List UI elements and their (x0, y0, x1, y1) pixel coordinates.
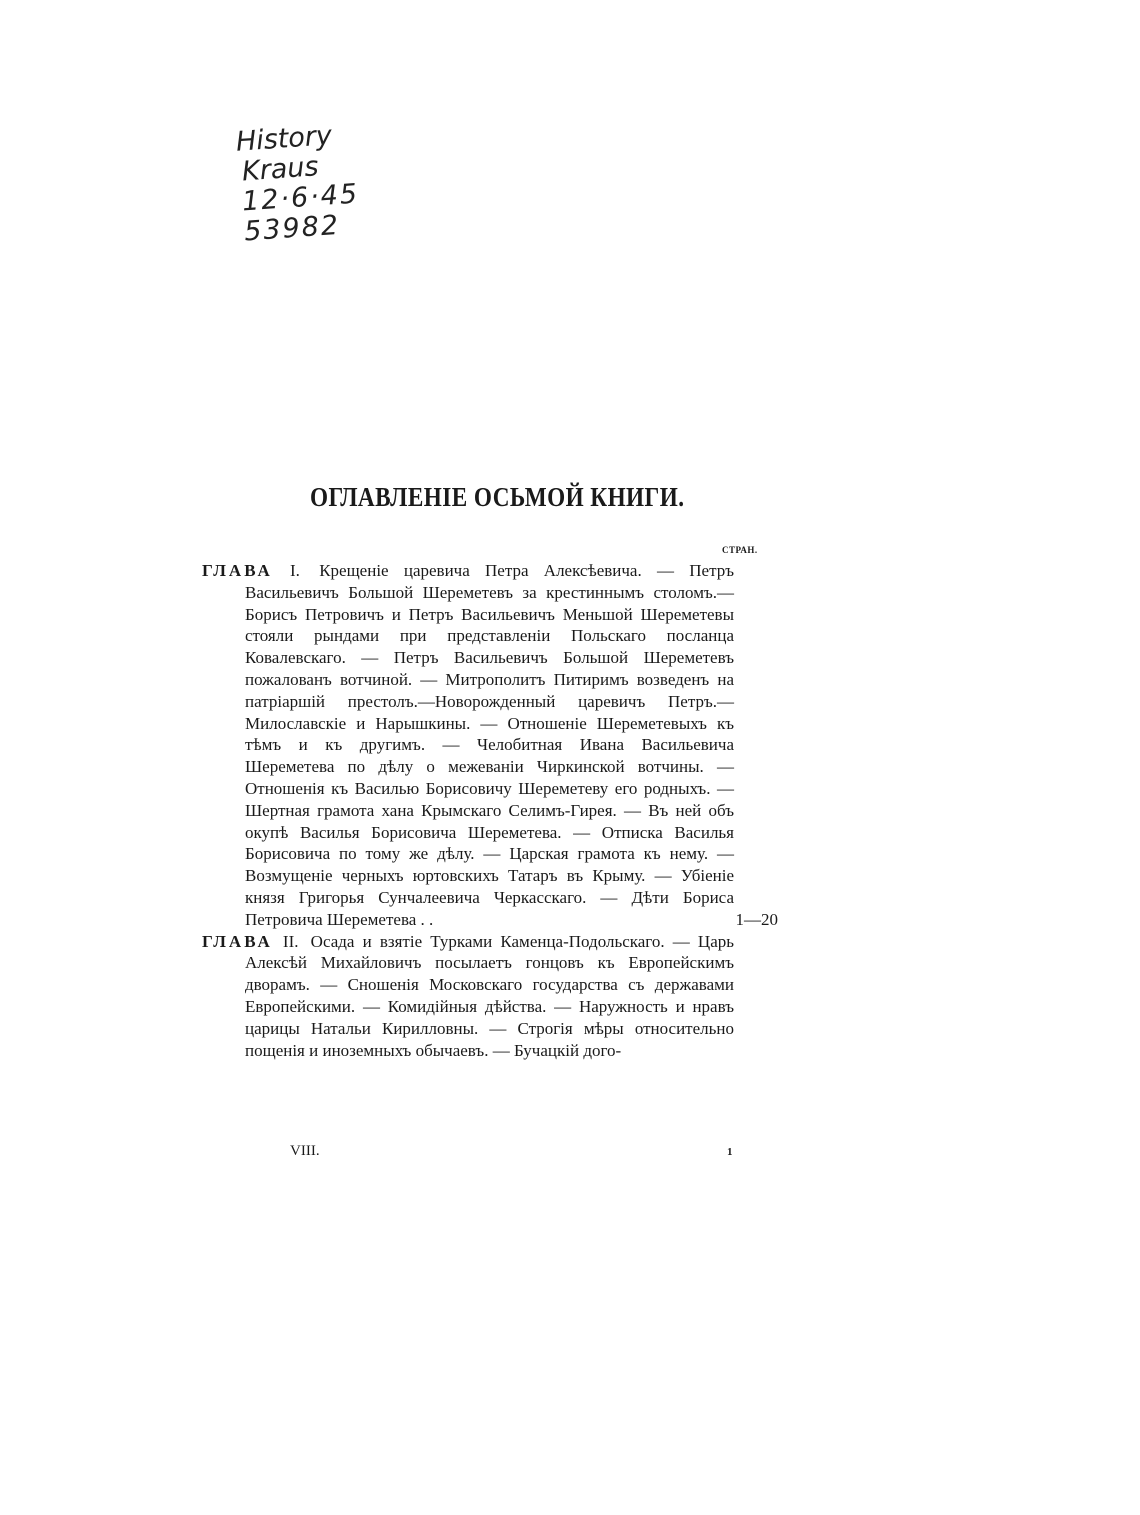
chapter-summary: Крещеніе царевича Петра Алексѣевича. — Петръ Васильевичъ Большой Шереметевъ за крестиннымъ столомъ.—Борисъ Петровичъ и Петръ Васильевичъ Меньшой Шереметевы стояли рындами при представленіи Польскаго посланца Ковалевскаго. — Петръ Васильевичъ Большой Шереметевъ пожалованъ вотчиной. — Митрополитъ Питиримъ возведенъ на патріаршій престолъ.—Новорожденный царевичъ Петръ.—Милославскіе и Нарышкины. — Отношеніе Шереметевыхъ къ тѣмъ и къ другимъ. — Челобитная Ивана Васильевича Шереметева по дѣлу о межеваніи Чиркинской вотчины. — Отношенія къ Василью Борисовичу Шереметеву его родныхъ. — Шертная грамота хана Крымскаго Селимъ-Гирея. — Въ ней объ окупѣ Василья Борисовича Шереметева. — Отписка Василья Борисовича по тому же дѣлу. — Царская грамота къ нему. — Возмущеніе черныхъ юртовскихъ Татаръ въ Крыму. — Убіеніе князя Григорья Сунчалеевича Черкасскаго. — Дѣти Бориса Петровича Шереметева . . (245, 561, 735, 929)
chapter-label: ГЛАВА (202, 561, 273, 580)
note-line-accession-number: 53982 (243, 209, 342, 248)
table-of-contents (202, 560, 782, 1061)
chapter-numeral: II. (282, 931, 299, 951)
pages-column-header: СТРАН. (722, 545, 758, 555)
toc-chapter-1 (202, 560, 782, 931)
chapter-page-range: 1—20 (735, 909, 778, 929)
note-line-subject: History (234, 120, 333, 158)
page-title: ОГЛАВЛЕНІЕ ОСЬМОЙ КНИГИ. (310, 482, 685, 512)
chapter-entry (202, 560, 734, 931)
handwritten-library-note (233, 120, 362, 248)
chapter-label: ГЛАВА (202, 931, 273, 951)
note-line-dealer: Kraus (241, 151, 320, 188)
toc-chapter-2 (202, 931, 782, 1062)
signature-mark: VIII. (290, 1143, 320, 1159)
sheet-number: 1 (727, 1146, 733, 1158)
chapter-summary: Осада и взятіе Турками Каменца-Подольскаго. — Царь Алексѣй Михайловичъ посылаетъ гонцовъ къ Европейскимъ дворамъ. — Сношенія Московскаго государства съ державами Европейскими. — Комидійныя дѣйства. — Наружность и нравъ царицы Натальи Кирилловны. — Строгія мѣры относительно пощенія и иноземныхъ обычаевъ. — Бучацкій дого- (245, 931, 735, 1060)
chapter-numeral: I. (290, 561, 300, 580)
note-line-date: 12·6·45 (241, 178, 361, 218)
chapter-entry (202, 931, 734, 1062)
